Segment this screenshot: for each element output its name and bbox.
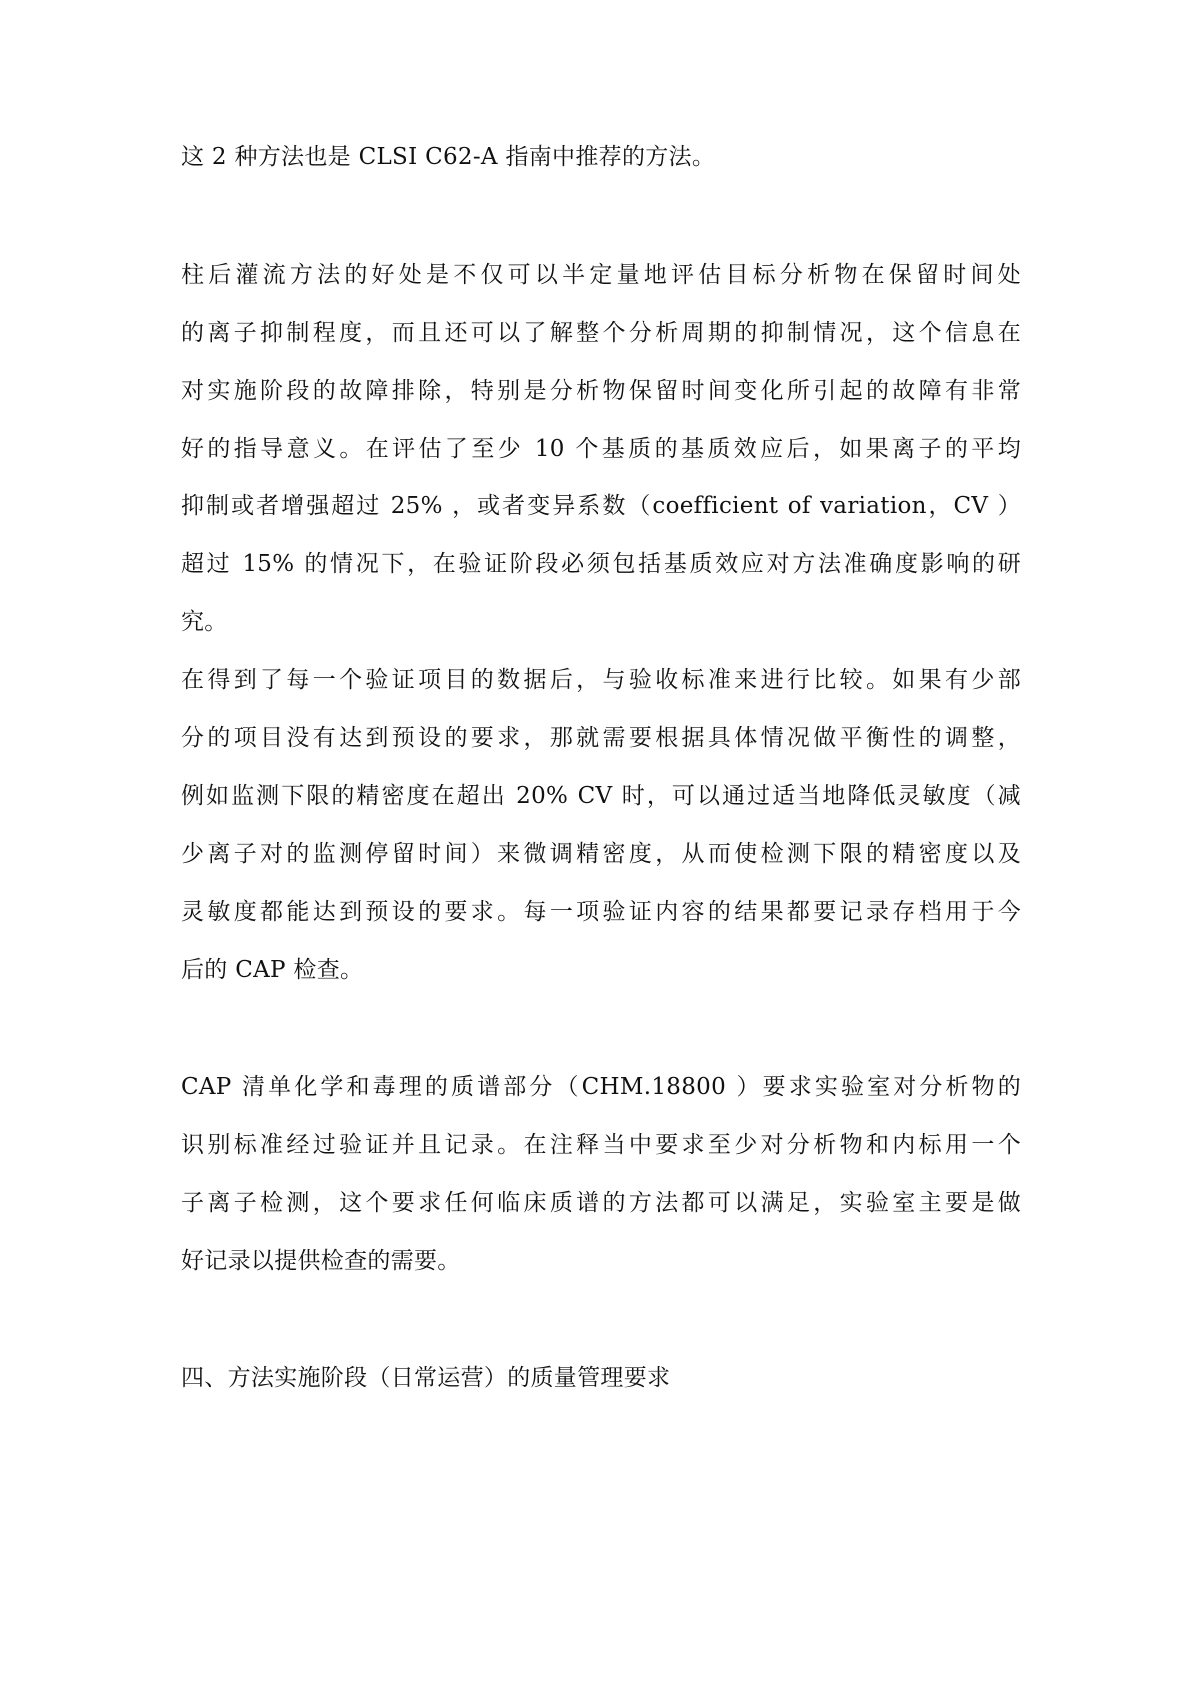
text-line: 分的项目没有达到预设的要求，那就需要根据具体情况做平衡性的调整， bbox=[181, 725, 1021, 751]
text-line: 的离子抑制程度，而且还可以了解整个分析周期的抑制情况，这个信息在 bbox=[181, 320, 1021, 346]
text-line: 少离子对的监测停留时间）来微调精密度，从而使检测下限的精密度以及 bbox=[181, 841, 1021, 867]
text-line: 这 2 种方法也是 CLSI C62-A 指南中推荐的方法。 bbox=[181, 144, 716, 170]
text-line: 抑制或者增强超过 25% ，或者变异系数（coefficient of variation，CV ） bbox=[181, 493, 1021, 519]
text-line: 识别标准经过验证并且记录。在注释当中要求至少对分析物和内标用一个 bbox=[181, 1132, 1021, 1158]
text-line: 好的指导意义。在评估了至少 10 个基质的基质效应后，如果离子的平均 bbox=[181, 436, 1021, 462]
text-line: 柱后灌流方法的好处是不仅可以半定量地评估目标分析物在保留时间处 bbox=[181, 262, 1021, 288]
text-line: 对实施阶段的故障排除，特别是分析物保留时间变化所引起的故障有非常 bbox=[181, 378, 1021, 404]
text-line: 子离子检测，这个要求任何临床质谱的方法都可以满足，实验室主要是做 bbox=[181, 1190, 1021, 1216]
text-line: 在得到了每一个验证项目的数据后，与验收标准来进行比较。如果有少部 bbox=[181, 667, 1021, 693]
text-line: 好记录以提供检查的需要。 bbox=[181, 1248, 461, 1274]
section-heading: 四、方法实施阶段（日常运营）的质量管理要求 bbox=[181, 1365, 671, 1391]
text-line: 例如监测下限的精密度在超出 20% CV 时，可以通过适当地降低灵敏度（减 bbox=[181, 783, 1021, 809]
text-line: 究。 bbox=[181, 609, 228, 635]
text-line: 灵敏度都能达到预设的要求。每一项验证内容的结果都要记录存档用于今 bbox=[181, 899, 1021, 925]
text-line: CAP 清单化学和毒理的质谱部分（CHM.18800 ）要求实验室对分析物的 bbox=[181, 1074, 1021, 1100]
text-line: 超过 15% 的情况下，在验证阶段必须包括基质效应对方法准确度影响的研 bbox=[181, 551, 1021, 577]
text-line: 后的 CAP 检查。 bbox=[181, 957, 364, 983]
